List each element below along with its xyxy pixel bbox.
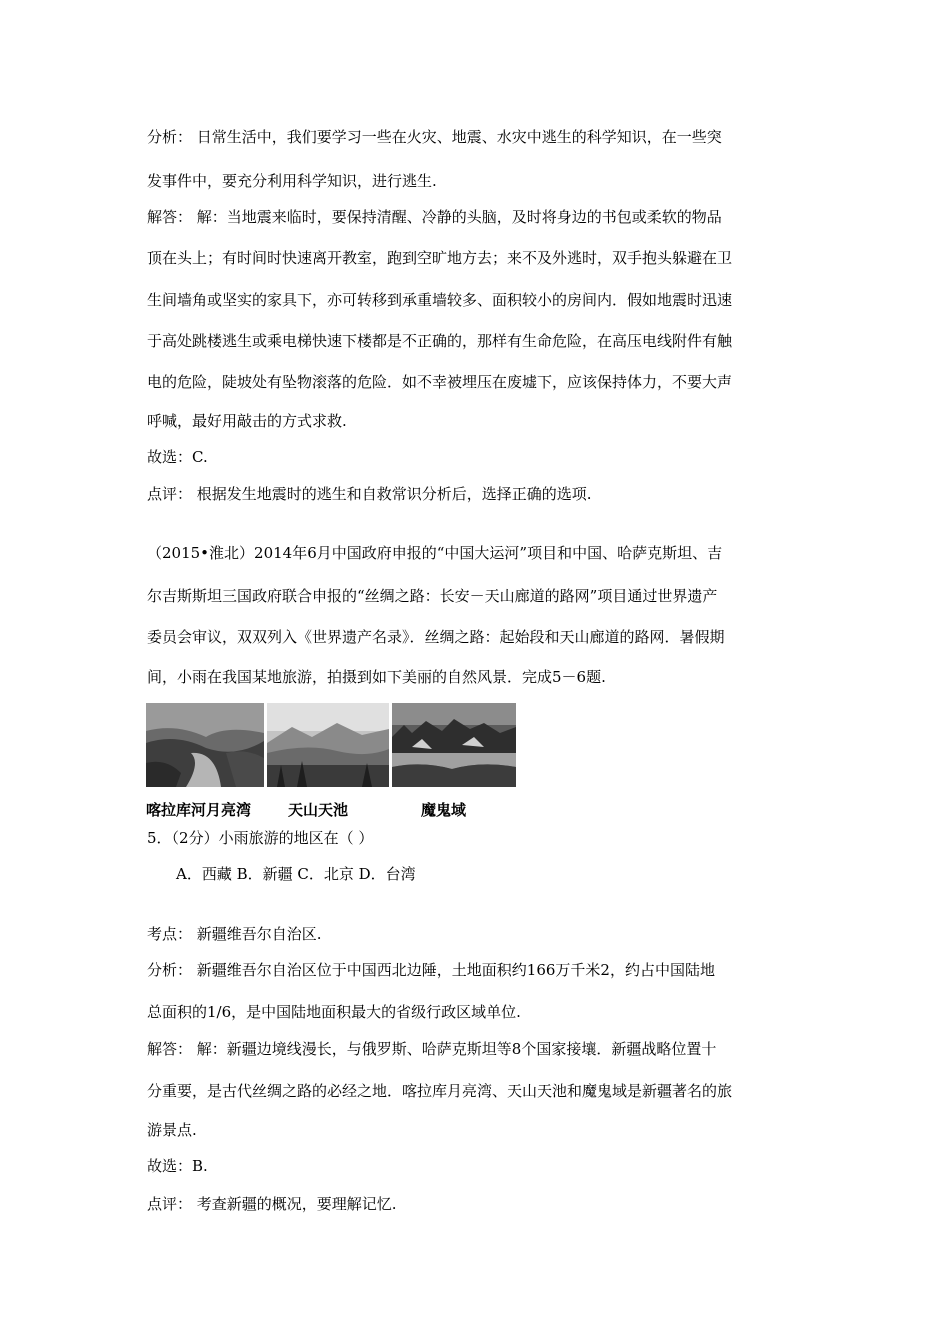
answer-line: 于高处跳楼逃生或乘电梯快速下楼都是不正确的，那样有生命危险，在高压电线附件有触: [147, 332, 733, 350]
photo-caption: 喀拉库河月亮湾: [146, 801, 252, 819]
photo-caption: 天山天池: [288, 801, 349, 819]
photo-moon-bay: [146, 703, 264, 787]
answer-line: 呼喊，最好用敲击的方式求救.: [147, 412, 347, 430]
answer-line: 游景点.: [147, 1121, 197, 1139]
analysis-line: 总面积的1/6，是中国陆地面积最大的省级行政区域单位.: [147, 1003, 521, 1021]
photo-tianchi: [267, 703, 389, 787]
analysis-line: 分析： 新疆维吾尔自治区位于中国西北边陲，土地面积约166万千米2，约占中国陆地: [147, 961, 715, 979]
analysis-line: 发事件中，要充分利用科学知识，进行逃生.: [147, 172, 437, 190]
analysis-line: 分析： 日常生活中，我们要学习一些在火灾、地震、水灾中逃生的科学知识，在一些突: [147, 128, 722, 146]
comment-line: 点评： 考查新疆的概况，要理解记忆.: [147, 1195, 397, 1213]
choice-line: 故选：C.: [147, 448, 208, 466]
comment-line: 点评： 根据发生地震时的逃生和自救常识分析后，选择正确的选项.: [147, 485, 592, 503]
kaodian-line: 考点： 新疆维吾尔自治区.: [147, 925, 322, 943]
answer-line: 生间墙角或坚实的家具下，亦可转移到承重墙较多、面积较小的房间内．假如地震时迅速: [147, 291, 733, 309]
intro-line: 委员会审议，双双列入《世界遗产名录》．丝绸之路：起始段和天山廊道的路网．暑假期: [147, 628, 725, 646]
answer-line: 解答： 解：新疆边境线漫长，与俄罗斯、哈萨克斯坦等8个国家接壤．新疆战略位置十: [147, 1040, 717, 1058]
choice-line: 故选：B.: [147, 1157, 208, 1175]
answer-line: 电的危险，陡坡处有坠物滚落的危险．如不幸被埋压在废墟下，应该保持体力，不要大声: [147, 373, 733, 391]
answer-line: 解答： 解：当地震来临时，要保持清醒、冷静的头脑，及时将身边的书包或柔软的物品: [147, 208, 722, 226]
question-options: A．西藏 B．新疆 C．北京 D．台湾: [176, 865, 416, 883]
answer-line: 顶在头上；有时间时快速离开教室，跑到空旷地方去；来不及外逃时，双手抱头躲避在卫: [147, 249, 733, 267]
question-stem: 5．（2分）小雨旅游的地区在（ ）: [147, 829, 374, 847]
intro-line: 间，小雨在我国某地旅游，拍摄到如下美丽的自然风景．完成5－6题.: [147, 668, 606, 686]
photo-caption: 魔鬼域: [421, 801, 467, 819]
scenery-photos: [146, 703, 516, 787]
intro-line: 尔吉斯斯坦三国政府联合申报的“丝绸之路：长安－天山廊道的路网”项目通过世界遗产: [147, 587, 718, 605]
answer-line: 分重要，是古代丝绸之路的必经之地．喀拉库月亮湾、天山天池和魔鬼域是新疆著名的旅: [147, 1082, 733, 1100]
intro-line: （2015•淮北）2014年6月中国政府申报的“中国大运河”项目和中国、哈萨克斯坦、吉: [147, 544, 723, 562]
photo-devils-city: [392, 703, 516, 787]
